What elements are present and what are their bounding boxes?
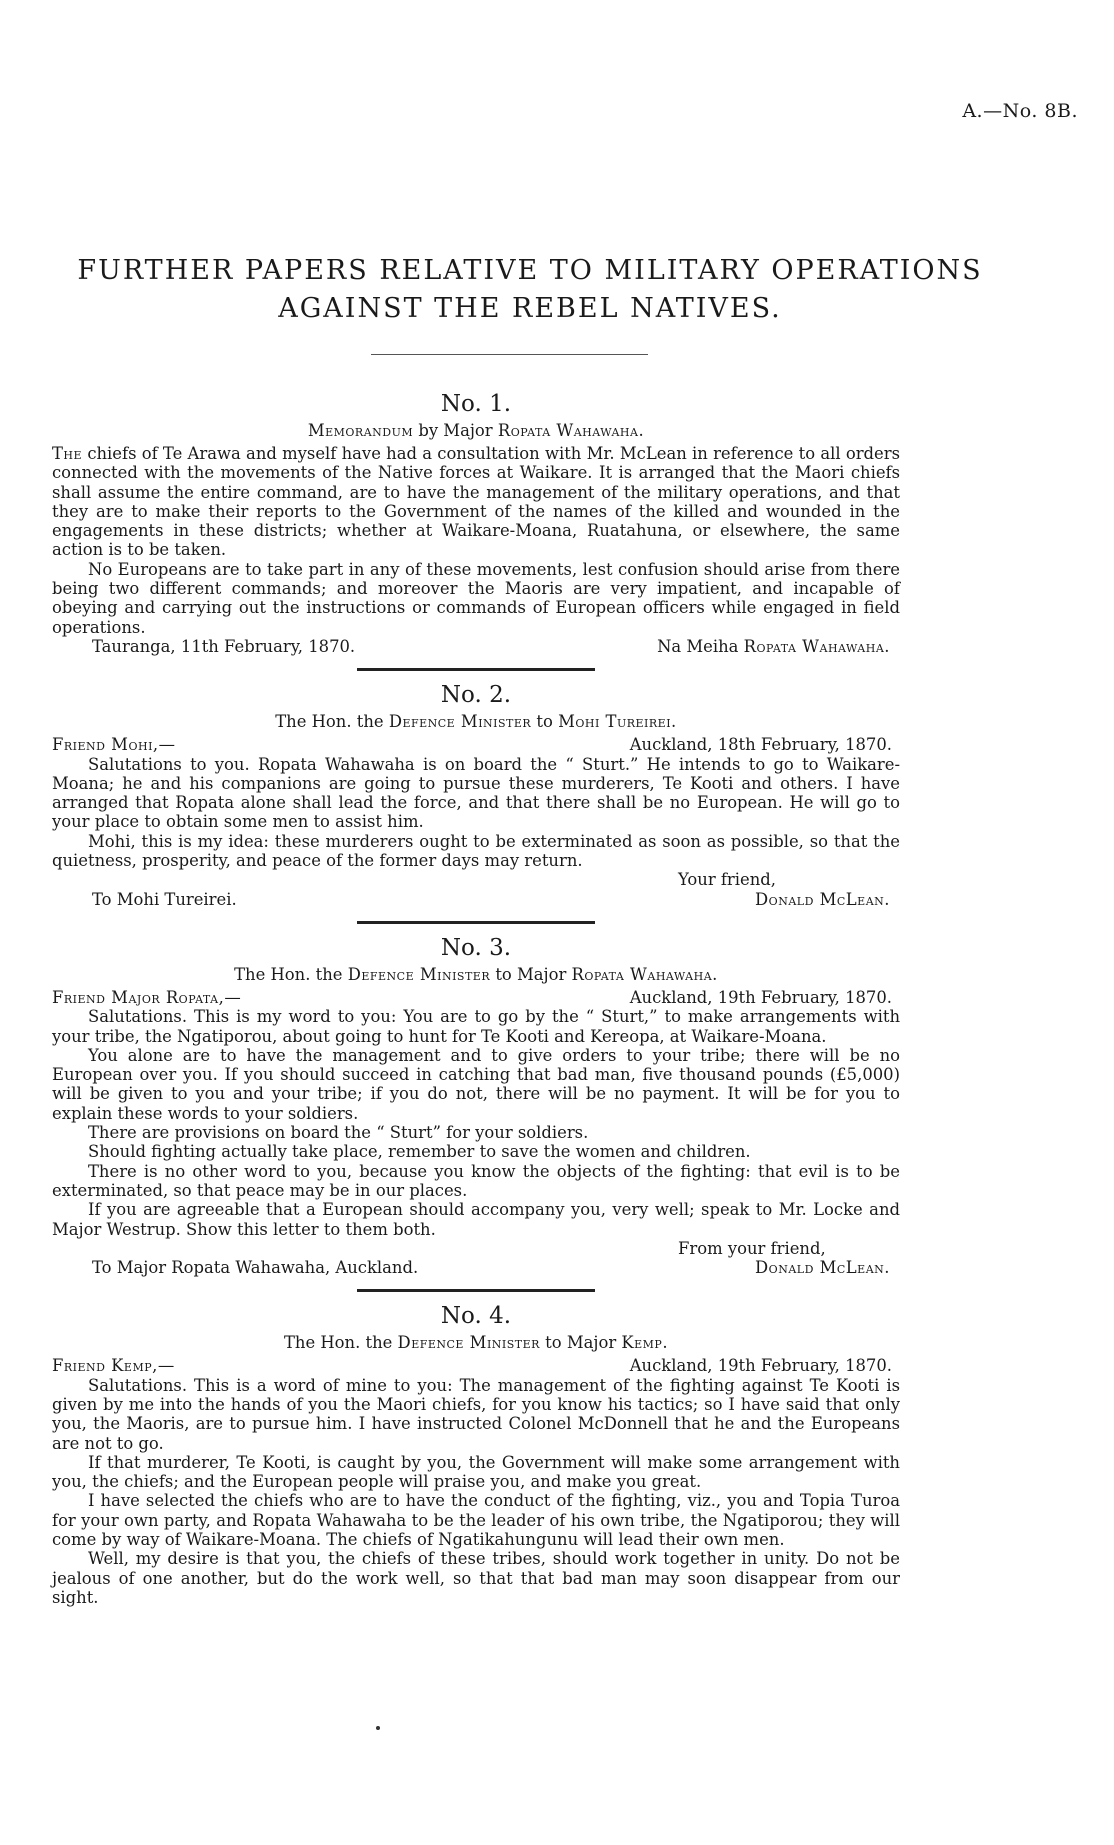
letter-date: Auckland, 19th February, 1870.	[629, 987, 892, 1007]
signature: Donald McLean.	[755, 1258, 890, 1278]
section-number: No. 3.	[440, 934, 512, 961]
signature: Donald McLean.	[755, 889, 890, 909]
paragraph: You alone are to have the management and to give orders to your tribe; there will be no European over you. If you should succeed in catching that bad man, five thousand pounds (£5,000) will be given to you and your tribe; if you do not, there will be no payment. It will be for you to explain these words to your soldiers.	[52, 1045, 900, 1123]
section-caption: Memorandum by Major Ropata Wahawaha.	[307, 421, 645, 440]
document-body	[52, 388, 900, 1607]
title-line-1: FURTHER PAPERS RELATIVE TO MILITARY OPERATIONS	[77, 255, 983, 286]
signature-row	[52, 1258, 900, 1277]
paragraph: There are provisions on board the “ Sturt” for your soldiers.	[88, 1123, 589, 1143]
section-no-4	[52, 1300, 900, 1607]
section-number: No. 1.	[440, 391, 512, 417]
section-number: No. 2.	[440, 682, 512, 709]
document-title	[50, 252, 1010, 328]
paragraph: If that murderer, Te Kooti, is caught by you, the Government will make some arrangement with you, the chiefs; and the European people will praise you, and make you great.	[52, 1452, 900, 1492]
paragraph: Salutations. This is my word to you: You are to go by the “ Sturt,” to make arrangements with your tribe, the Ngatiporou, about going to hunt for Te Kooti and Kereopa, at Waikare-Moana.	[52, 1007, 900, 1046]
place-date: Tauranga, 11th February, 1870.	[92, 636, 356, 656]
paragraph: The chiefs of Te Arawa and myself have had a consultation with Mr. McLean in reference to all orders connected with the movements of the Native forces at Waikare. It is arranged that the Maori chiefs shall assume the entire command, are to have the management of the military operations, and that they are to make their reports to the Government of the names of the killed and wounded in the engagements in these districts; whether at Waikare-Moana, Ruatahuna, or elsewhere, the same action is to be taken.	[52, 444, 900, 560]
paragraph: If you are agreeable that a European should accompany you, very well; speak to Mr. Locke and Major Westrup. Show this letter to them both.	[52, 1200, 900, 1239]
section-divider	[357, 668, 595, 671]
salutation: Friend Major Ropata,—	[52, 987, 242, 1007]
section-no-3	[52, 932, 900, 1292]
section-no-2	[52, 679, 900, 924]
recipient: To Mohi Tureirei.	[92, 889, 237, 909]
paragraph: I have selected the chiefs who are to have the conduct of the fighting, viz., you and Topia Turoa for your own party, and Ropata Wahawaha to be the leader of his own tribe, the Ngatiporou; they will come by way of Waikare-Moana. The chiefs of Ngatikahungunu will lead their own men.	[52, 1491, 900, 1550]
paragraph: Salutations. This is a word of mine to you: The management of the fighting against Te Kooti is given by me into the hands of you the Maori chiefs, for you know his tactics; so I have said that only you, the Maoris, are to pursue him. I have instructed Colonel McDonnell that he and the Europeans are not to go.	[52, 1375, 900, 1453]
signature: Na Meiha Ropata Wahawaha.	[657, 636, 890, 656]
print-mark	[376, 1726, 380, 1730]
signature-row	[52, 890, 900, 909]
letter-date: Auckland, 18th February, 1870.	[629, 735, 892, 755]
section-caption: The Hon. the Defence Minister to Mohi Tureirei.	[275, 712, 677, 732]
closing: From your friend,	[678, 1238, 826, 1258]
closing: Your friend,	[678, 870, 776, 890]
recipient: To Major Ropata Wahawaha, Auckland.	[92, 1258, 419, 1278]
title-divider	[371, 354, 648, 355]
salutation-row	[52, 1356, 900, 1375]
paragraph: Mohi, this is my idea: these murderers ought to be exterminated as soon as possible, so that the quietness, prosperity, and peace of the former days may return.	[52, 831, 900, 871]
document-reference: A.—No. 8B.	[962, 100, 1078, 122]
section-divider	[357, 921, 595, 924]
section-divider	[357, 1289, 595, 1292]
salutation-row	[52, 735, 900, 754]
paragraph: Salutations to you. Ropata Wahawaha is on board the “ Sturt.” He intends to go to Waikare-Moana; he and his companions are going to pursue these murderers, Te Kooti and others. I have arranged that Ropata alone shall lead the force, and that there shall be no European. He will go to your place to obtain some men to assist him.	[52, 754, 900, 832]
paragraph: Should fighting actually take place, remember to save the women and children.	[88, 1142, 751, 1162]
title-line-2: AGAINST THE REBEL NATIVES.	[278, 293, 782, 324]
salutation: Friend Kemp,—	[52, 1356, 175, 1376]
section-caption: The Hon. the Defence Minister to Major Ropata Wahawaha.	[234, 964, 718, 984]
letter-date: Auckland, 19th February, 1870.	[629, 1356, 892, 1376]
paragraph: There is no other word to you, because you know the objects of the fighting: that evil is to be exterminated, so that peace may be in our places.	[52, 1161, 900, 1200]
section-no-1	[52, 388, 900, 671]
paragraph: Well, my desire is that you, the chiefs of these tribes, should work together in unity. Do not be jealous of one another, but do the work well, so that that bad man may soon disappear from our sight.	[52, 1549, 900, 1607]
paragraph: No Europeans are to take part in any of these movements, lest confusion should arise from there being two different commands; and moreover the Maoris are very impatient, and incapable of obeying and carrying out the instructions or commands of European officers while engaged in field operations.	[52, 559, 900, 637]
section-caption: The Hon. the Defence Minister to Major Kemp.	[283, 1333, 669, 1353]
signature-row	[52, 637, 900, 656]
section-number: No. 4.	[440, 1303, 512, 1330]
salutation-row	[52, 988, 900, 1007]
salutation: Friend Mohi,—	[52, 735, 176, 755]
